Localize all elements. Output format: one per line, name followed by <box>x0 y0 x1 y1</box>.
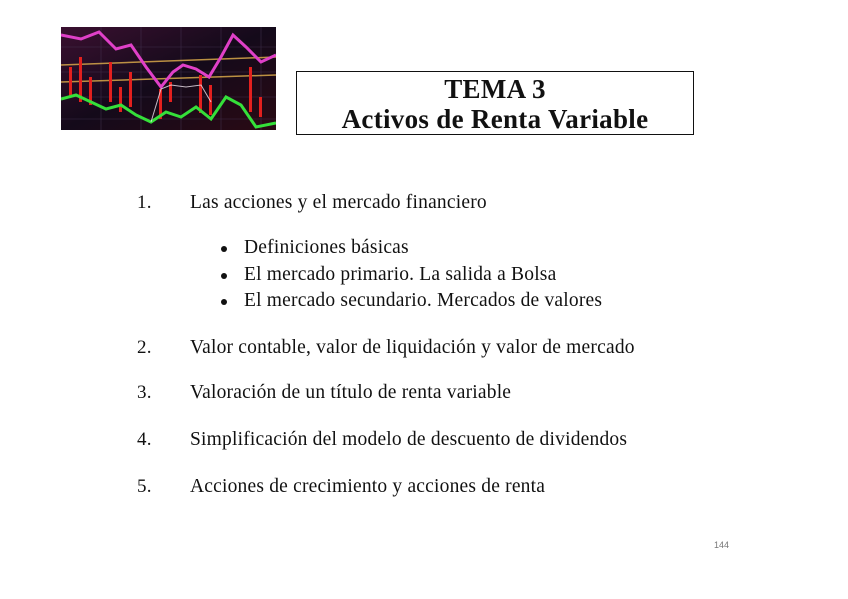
section-number: 4. <box>137 429 152 450</box>
bullet-icon <box>221 299 227 305</box>
bullet-item-1: Definiciones básicas <box>244 237 409 258</box>
bullet-item-2: El mercado primario. La salida a Bolsa <box>244 264 557 285</box>
section-number: 5. <box>137 476 152 497</box>
slide-title-box <box>296 71 694 135</box>
slide-title-line2: Activos de Renta Variable <box>341 104 649 134</box>
section-text: Simplificación del modelo de descuento de dividendos <box>190 429 628 450</box>
page-number: 144 <box>714 540 730 550</box>
section-text: Valor contable, valor de liquidación y valor de mercado <box>190 337 635 358</box>
stock-chart-icon <box>61 27 276 130</box>
section-number: 1. <box>137 192 152 213</box>
bullet-icon <box>221 246 227 252</box>
bullet-icon <box>221 273 227 279</box>
section-text: Valoración de un título de renta variable <box>190 382 512 403</box>
section-number: 3. <box>137 382 152 403</box>
stock-chart-banner-image <box>61 27 276 130</box>
slide-title-line1: TEMA 3 <box>444 74 546 104</box>
section-text: Acciones de crecimiento y acciones de renta <box>190 476 546 497</box>
section-text: Las acciones y el mercado financiero <box>190 192 487 213</box>
bullet-item-3: El mercado secundario. Mercados de valores <box>244 290 603 311</box>
section-number: 2. <box>137 337 152 358</box>
